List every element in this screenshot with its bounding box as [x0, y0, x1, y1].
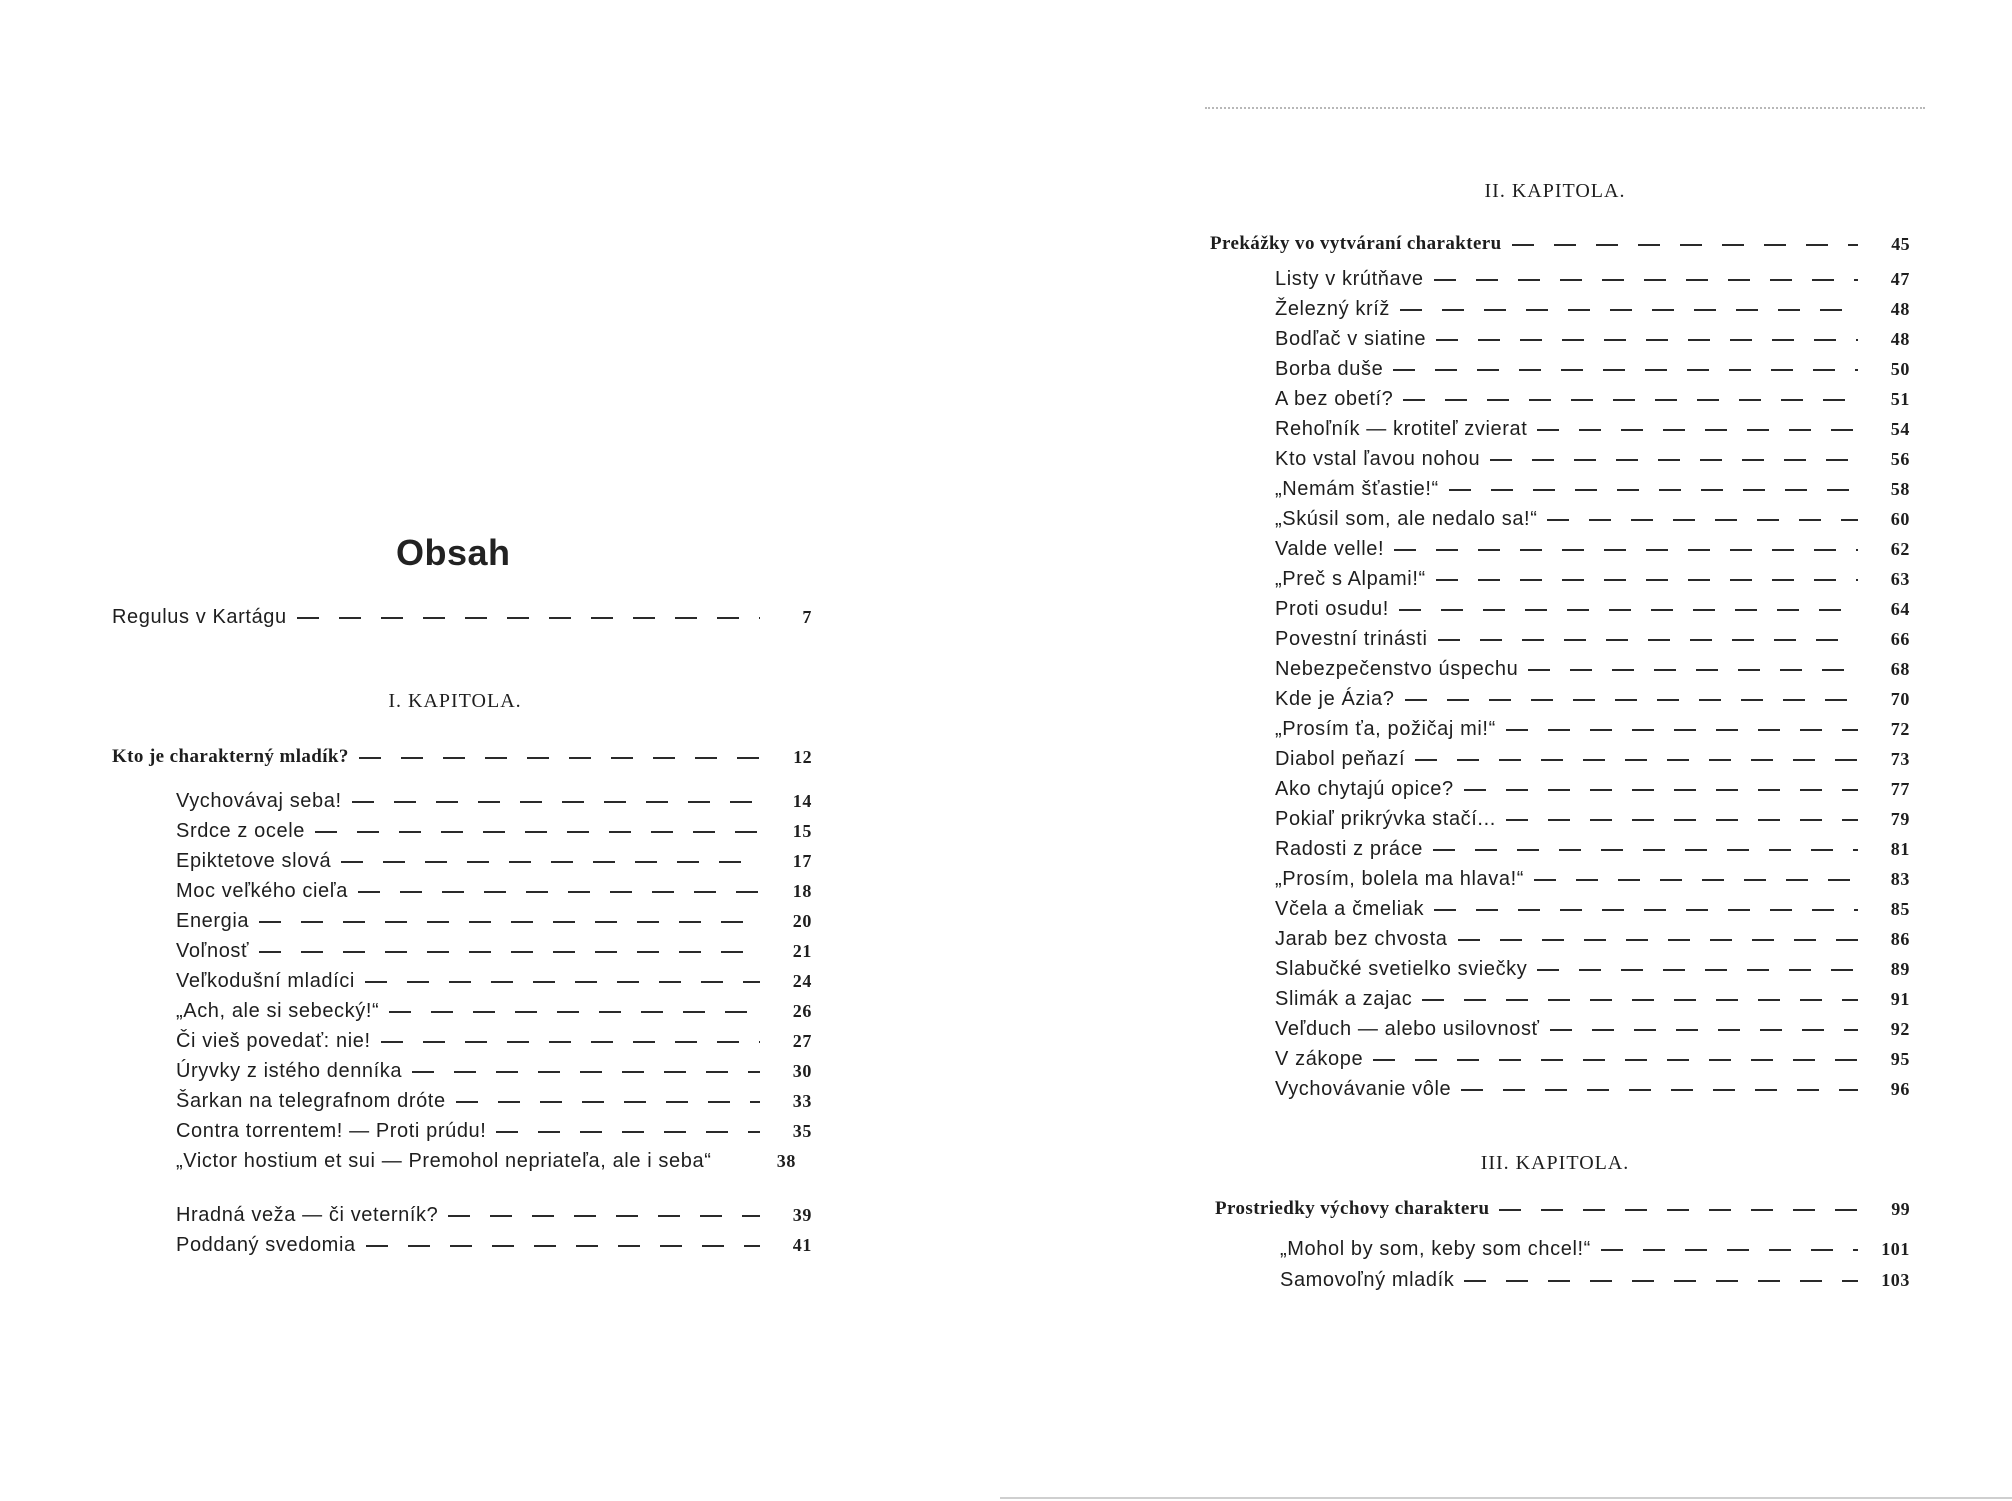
toc-entry-label: Rehoľník — krotiteľ zvierat [1275, 418, 1528, 440]
toc-entry-page: 103 [1881, 1270, 1910, 1290]
toc-entry-page: 7 [802, 607, 812, 627]
dash-leader [1601, 1245, 1858, 1255]
toc-entry[interactable] [1275, 747, 1910, 771]
toc-entry[interactable] [176, 789, 812, 813]
toc-entry[interactable] [1275, 657, 1910, 681]
toc-entry-label: Vychovávanie vôle [1275, 1078, 1452, 1100]
dash-leader [1537, 965, 1858, 975]
toc-entry[interactable] [176, 819, 812, 843]
dash-leader [359, 753, 760, 763]
toc-entry[interactable] [1275, 477, 1910, 501]
toc-chapter-3-main[interactable] [1215, 1197, 1910, 1221]
toc-entry-label: „Preč s Alpami!“ [1275, 568, 1426, 590]
toc-entry[interactable] [176, 1119, 812, 1143]
toc-entry-page: 39 [792, 1205, 812, 1225]
toc-entry-label: Slimák a zajac [1275, 988, 1413, 1010]
toc-entry-page: 72 [1890, 719, 1910, 739]
dash-leader [1436, 575, 1858, 585]
dash-leader [1415, 755, 1858, 765]
toc-entry-page: 73 [1890, 749, 1910, 769]
toc-entry-label: Kto vstal ľavou nohou [1275, 448, 1481, 470]
toc-entry-label: Vychovávaj seba! [176, 790, 342, 812]
toc-entry-label: V zákope [1275, 1048, 1364, 1070]
toc-entry-page: 68 [1890, 659, 1910, 679]
toc-entry-label: Povestní trinásti [1275, 628, 1428, 650]
dash-leader [315, 827, 760, 837]
dash-leader [1499, 1205, 1858, 1215]
dash-leader [1528, 665, 1858, 675]
dash-leader [1436, 335, 1858, 345]
toc-entry-page: 77 [1890, 779, 1910, 799]
toc-entry-page: 85 [1890, 899, 1910, 919]
chapter-3-heading: III. KAPITOLA. [1480, 1152, 1630, 1174]
toc-entry[interactable] [1275, 1047, 1910, 1071]
toc-entry[interactable] [1280, 1268, 1910, 1292]
toc-entry[interactable] [176, 849, 812, 873]
toc-entry[interactable] [1275, 987, 1910, 1011]
toc-entry-page: 56 [1890, 449, 1910, 469]
toc-entry-page: 20 [792, 911, 812, 931]
toc-entry-label: Nebezpečenstvo úspechu [1275, 658, 1519, 680]
toc-entry-page: 12 [793, 747, 812, 767]
toc-entry-label: Energia [176, 910, 250, 932]
toc-entry-label: Včela a čmeliak [1275, 898, 1425, 920]
toc-entry-label: Epiktetove slová [176, 850, 332, 872]
dash-leader [448, 1211, 760, 1221]
dash-leader [259, 917, 760, 927]
toc-entry-label: Úryvky z istého denníka [176, 1060, 403, 1082]
toc-chapter-1-main[interactable] [112, 745, 812, 769]
dash-leader [1434, 275, 1858, 285]
dash-leader [1400, 305, 1858, 315]
dash-leader [1506, 725, 1858, 735]
toc-entry-page: 95 [1890, 1049, 1910, 1069]
toc-entry-page: 48 [1890, 329, 1910, 349]
toc-entry-label: Veľkodušní mladíci [176, 970, 355, 992]
dash-leader [1405, 695, 1859, 705]
toc-entry-page: 30 [792, 1061, 812, 1081]
dash-leader [412, 1067, 760, 1077]
toc-entry-page: 54 [1890, 419, 1910, 439]
toc-entry[interactable] [1275, 627, 1910, 651]
dash-leader [352, 797, 760, 807]
toc-entry-page: 26 [792, 1001, 812, 1021]
dash-leader [366, 1241, 760, 1251]
toc-entry[interactable] [176, 1233, 812, 1257]
toc-entry[interactable] [1275, 387, 1910, 411]
toc-entry-page: 60 [1890, 509, 1910, 529]
toc-entry-label: Proti osudu! [1275, 598, 1389, 620]
toc-entry-label: Železný kríž [1275, 298, 1391, 320]
toc-entry[interactable] [176, 1203, 812, 1227]
toc-entry-page: 50 [1890, 359, 1910, 379]
toc-entry-label: „Ach, ale si sebecký!“ [176, 1000, 380, 1022]
toc-entry[interactable] [176, 879, 812, 903]
toc-entry[interactable] [1280, 1237, 1910, 1261]
toc-entry[interactable] [1275, 807, 1910, 831]
toc-entry-page: 63 [1890, 569, 1910, 589]
toc-entry-label: Hradná veža — či veterník? [176, 1204, 439, 1226]
toc-entry-page: 62 [1890, 539, 1910, 559]
toc-entry-page: 92 [1890, 1019, 1910, 1039]
toc-entry[interactable] [1275, 447, 1910, 471]
toc-entry-label: Diabol peňazí [1275, 748, 1406, 770]
toc-entry[interactable] [1275, 717, 1910, 741]
dash-leader [1461, 1085, 1858, 1095]
toc-entry[interactable] [176, 909, 812, 933]
toc-entry[interactable] [1275, 567, 1910, 591]
toc-entry[interactable] [1275, 777, 1910, 801]
toc-entry-page: 18 [792, 881, 812, 901]
toc-entry[interactable] [1275, 327, 1910, 351]
chapter-1-heading: I. KAPITOLA. [388, 690, 522, 712]
toc-entry[interactable] [1275, 597, 1910, 621]
toc-entry-page: 66 [1890, 629, 1910, 649]
toc-entry-label: Radosti z práce [1275, 838, 1423, 860]
dash-leader [1534, 875, 1858, 885]
contents-title: Obsah [396, 532, 511, 573]
toc-entry[interactable] [176, 999, 812, 1023]
toc-entry[interactable] [1275, 1017, 1910, 1041]
toc-entry-label: „Prosím, bolela ma hlava!“ [1275, 868, 1525, 890]
dash-leader [341, 857, 760, 867]
dash-leader [1547, 515, 1858, 525]
toc-entry[interactable] [1275, 897, 1910, 921]
toc-entry-label: Listy v krútňave [1275, 268, 1424, 290]
toc-entry-page: 15 [792, 821, 812, 841]
toc-entry-label: Kde je Ázia? [1275, 688, 1395, 710]
toc-entry-label: Borba duše [1275, 358, 1384, 380]
dash-leader [1490, 455, 1858, 465]
dash-leader [1394, 545, 1858, 555]
toc-entry-label: „Victor hostium et sui — Premohol nepriateľa, ale i seba“ [176, 1150, 712, 1172]
toc-entry-page: 91 [1890, 989, 1910, 1009]
dash-leader [1537, 425, 1858, 435]
toc-entry[interactable] [176, 1029, 812, 1053]
toc-entry[interactable] [176, 939, 812, 963]
dash-leader [381, 1037, 760, 1047]
toc-entry-intro[interactable] [112, 605, 812, 629]
toc-entry-page: 101 [1881, 1239, 1910, 1259]
dash-leader [259, 947, 760, 957]
toc-entry-label: „Skúsil som, ale nedalo sa!“ [1275, 508, 1538, 530]
dash-leader [1393, 365, 1858, 375]
toc-entry[interactable] [1275, 417, 1910, 441]
toc-entry[interactable] [1275, 957, 1910, 981]
toc-entry-page: 51 [1890, 389, 1910, 409]
toc-entry-label: Či vieš povedať: nie! [176, 1030, 371, 1052]
toc-entry-page: 35 [792, 1121, 812, 1141]
toc-entry-label: Kto je charakterný mladík? [112, 746, 349, 767]
toc-entry-page: 96 [1890, 1079, 1910, 1099]
dash-leader [1550, 1025, 1858, 1035]
toc-entry-label: Pokiaľ prikrývka stačí... [1275, 808, 1496, 830]
toc-entry-page: 41 [792, 1235, 812, 1255]
toc-entry-label: Valde velle! [1275, 538, 1385, 560]
toc-entry-page: 70 [1890, 689, 1910, 709]
dash-leader [1373, 1055, 1858, 1065]
toc-entry-label: Veľduch — alebo usilovnosť [1275, 1018, 1540, 1040]
toc-entry[interactable] [176, 1059, 812, 1083]
toc-entry-label: Jarab bez chvosta [1275, 928, 1448, 950]
dash-leader [496, 1127, 760, 1137]
dash-leader [456, 1097, 760, 1107]
toc-entry[interactable] [1275, 867, 1910, 891]
toc-entry-label: Prostriedky výchovy charakteru [1215, 1198, 1490, 1219]
toc-entry[interactable] [1275, 507, 1910, 531]
toc-entry-page: 47 [1890, 269, 1910, 289]
toc-chapter-2-main[interactable] [1210, 232, 1910, 256]
toc-entry-page: 86 [1890, 929, 1910, 949]
toc-entry-label: Srdce z ocele [176, 820, 305, 842]
toc-entry-page: 79 [1890, 809, 1910, 829]
toc-entry-page: 58 [1890, 479, 1910, 499]
toc-entry[interactable] [1275, 1077, 1910, 1101]
toc-entry-label: Regulus v Kartágu [112, 606, 287, 628]
toc-entry-label: A bez obetí? [1275, 388, 1394, 410]
toc-entry-page: 14 [792, 791, 812, 811]
toc-entry-page: 81 [1890, 839, 1910, 859]
toc-entry-label: Slabučké svetielko sviečky [1275, 958, 1528, 980]
toc-entry-page: 27 [792, 1031, 812, 1051]
toc-entry-page: 45 [1891, 234, 1910, 254]
toc-entry-page: 64 [1890, 599, 1910, 619]
dash-leader [389, 1007, 760, 1017]
toc-entry-label: Ako chytajú opice? [1275, 778, 1454, 800]
dash-leader [1438, 635, 1859, 645]
dash-leader [1506, 815, 1858, 825]
toc-entry[interactable] [1275, 927, 1910, 951]
toc-entry-page: 21 [792, 941, 812, 961]
toc-entry[interactable] [1275, 297, 1910, 321]
dash-leader [1403, 395, 1858, 405]
dash-leader [1458, 935, 1858, 945]
dash-leader [358, 887, 760, 897]
toc-entry-page: 17 [792, 851, 812, 871]
toc-entry-label: Contra torrentem! — Proti prúdu! [176, 1120, 487, 1142]
toc-entry-page: 89 [1890, 959, 1910, 979]
toc-entry-page: 48 [1890, 299, 1910, 319]
toc-entry[interactable] [1275, 687, 1910, 711]
toc-entry[interactable] [176, 1089, 812, 1113]
toc-entry-label: Šarkan na telegrafnom dróte [176, 1090, 446, 1112]
toc-entry-label: Poddaný svedomia [176, 1234, 356, 1256]
dash-leader [1399, 605, 1858, 615]
dash-leader [297, 613, 760, 623]
toc-entry-label: „Prosím ťa, požičaj mi!“ [1275, 718, 1496, 740]
toc-entry[interactable] [176, 1149, 812, 1173]
toc-entry[interactable] [1275, 357, 1910, 381]
toc-entry[interactable] [1275, 837, 1910, 861]
toc-entry-page: 99 [1891, 1199, 1910, 1219]
dash-leader [1434, 905, 1858, 915]
toc-entry-page: 33 [792, 1091, 812, 1111]
toc-entry[interactable] [1275, 267, 1910, 291]
toc-entry-label: „Mohol by som, keby som chcel!“ [1280, 1238, 1591, 1260]
chapter-2-heading: II. KAPITOLA. [1484, 180, 1626, 202]
dash-leader [1464, 1276, 1858, 1286]
toc-entry-label: Prekážky vo vytváraní charakteru [1210, 233, 1502, 254]
toc-entry-label: Voľnosť [176, 940, 250, 962]
toc-entry-label: Moc veľkého cieľa [176, 880, 348, 902]
toc-entry-label: „Nemám šťastie!“ [1275, 478, 1439, 500]
dash-leader [1433, 845, 1858, 855]
toc-entry-label: Bodľač v siatine [1275, 328, 1427, 350]
toc-entry[interactable] [176, 969, 812, 993]
dash-leader [1512, 240, 1858, 250]
dash-leader [1449, 485, 1858, 495]
dash-leader [365, 977, 760, 987]
toc-entry-label: Samovoľný mladík [1280, 1269, 1455, 1291]
dash-leader [1422, 995, 1858, 1005]
toc-entry-page: 83 [1890, 869, 1910, 889]
toc-entry-page: 24 [792, 971, 812, 991]
toc-entry[interactable] [1275, 537, 1910, 561]
dash-leader [1464, 785, 1858, 795]
toc-entry-page: 38 [776, 1151, 796, 1171]
